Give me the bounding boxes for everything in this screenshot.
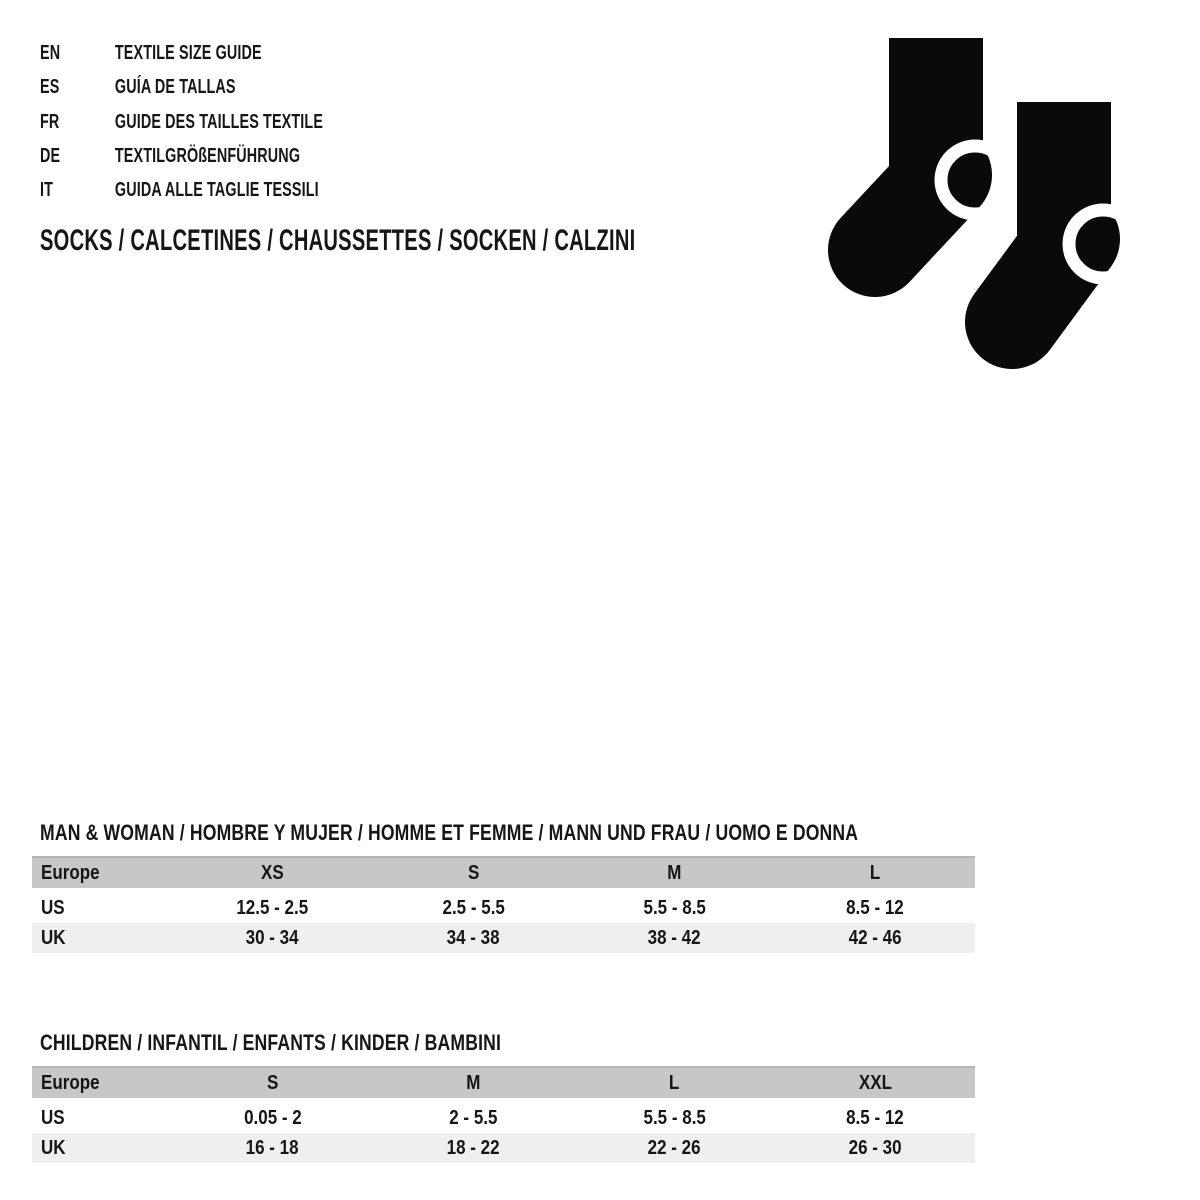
- guide-title: GUIDE DES TAILLES TEXTILE: [114, 109, 324, 133]
- column-header-size: M: [373, 1066, 574, 1102]
- size-value: 18 - 22: [373, 1133, 574, 1163]
- list-item: [40, 105, 323, 139]
- size-value: 22 - 26: [574, 1133, 775, 1163]
- row-label: US: [32, 1102, 172, 1133]
- size-value: 2 - 5.5: [373, 1102, 574, 1133]
- size-value: 5.5 - 8.5: [574, 892, 775, 923]
- table-header-row: [32, 1066, 975, 1102]
- table-row-uk: [32, 923, 975, 953]
- row-label: UK: [32, 923, 172, 953]
- column-header-size: M: [574, 856, 775, 892]
- column-header-size: XXL: [775, 1066, 975, 1102]
- table-row-us: [32, 1102, 975, 1133]
- size-value: 0.05 - 2: [172, 1102, 373, 1133]
- adults-table-title: MAN & WOMAN / HOMBRE Y MUJER / HOMME ET FEMME / MANN UND FRAU / UOMO E DONNA: [40, 820, 859, 845]
- size-value: 30 - 34: [172, 923, 373, 953]
- size-value: 8.5 - 12: [775, 1102, 975, 1133]
- list-item: [40, 36, 323, 70]
- column-header-region: Europe: [32, 856, 172, 892]
- size-value: 42 - 46: [775, 923, 975, 953]
- sock-left-icon: [875, 38, 1009, 250]
- list-item: [40, 70, 323, 104]
- size-value: 34 - 38: [373, 923, 574, 953]
- column-header-size: XS: [172, 856, 373, 892]
- size-value: 2.5 - 5.5: [373, 892, 574, 923]
- guide-title: GUÍA DE TALLAS: [114, 75, 236, 99]
- column-header-size: L: [574, 1066, 775, 1102]
- table-row-us: [32, 892, 975, 923]
- size-value: 12.5 - 2.5: [172, 892, 373, 923]
- column-header-size: L: [775, 856, 975, 892]
- guide-title: GUIDA ALLE TAGLIE TESSILI: [114, 178, 319, 202]
- table-row-uk: [32, 1133, 975, 1163]
- table-header-row: [32, 856, 975, 892]
- language-title-list: [40, 36, 323, 207]
- children-size-table: [32, 1066, 975, 1163]
- column-header-size: S: [172, 1066, 373, 1102]
- column-header-size: S: [373, 856, 574, 892]
- size-value: 8.5 - 12: [775, 892, 975, 923]
- guide-title: TEXTILE SIZE GUIDE: [114, 41, 262, 65]
- language-code: ES: [40, 75, 60, 99]
- language-code: IT: [40, 178, 54, 202]
- size-value: 38 - 42: [574, 923, 775, 953]
- size-value: 16 - 18: [172, 1133, 373, 1163]
- row-label: UK: [32, 1133, 172, 1163]
- row-label: US: [32, 892, 172, 923]
- list-item: [40, 173, 323, 207]
- sock-right-icon: [1012, 102, 1137, 322]
- socks-icon: [790, 10, 1190, 372]
- language-code: FR: [40, 109, 60, 133]
- language-code: EN: [40, 41, 61, 65]
- column-header-region: Europe: [32, 1066, 172, 1102]
- category-line: SOCKS / CALCETINES / CHAUSSETTES / SOCKEN / CALZINI: [40, 224, 636, 257]
- list-item: [40, 139, 323, 173]
- size-value: 26 - 30: [775, 1133, 975, 1163]
- size-value: 5.5 - 8.5: [574, 1102, 775, 1133]
- language-code: DE: [40, 144, 61, 168]
- children-table-title: CHILDREN / INFANTIL / ENFANTS / KINDER / BAMBINI: [40, 1030, 502, 1055]
- adults-size-table: [32, 856, 975, 953]
- guide-title: TEXTILGRÖßENFÜHRUNG: [114, 144, 301, 168]
